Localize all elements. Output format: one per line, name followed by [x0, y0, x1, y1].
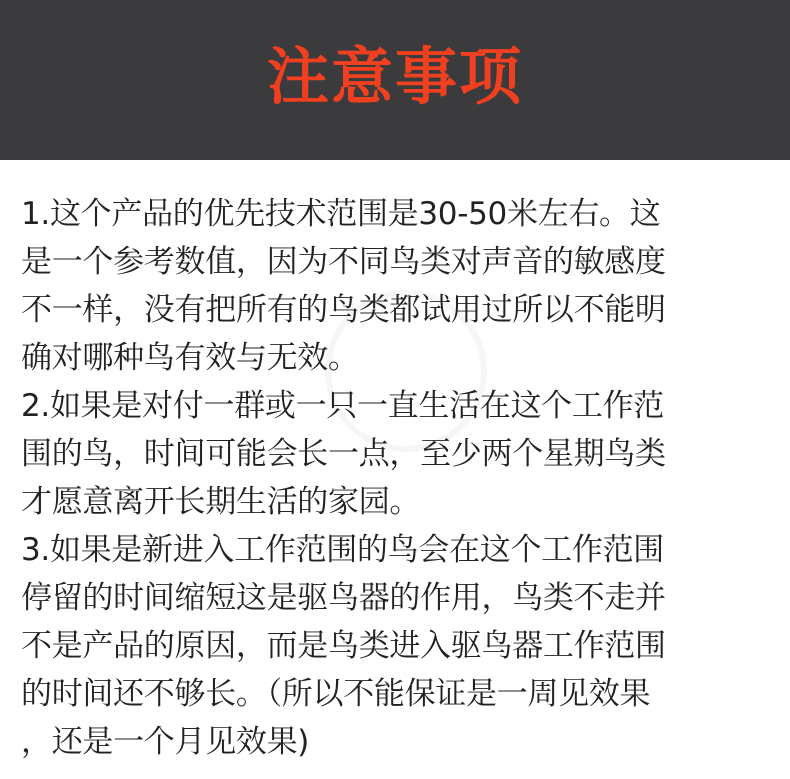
- note-line: 不是产品的原因，而是鸟类进入驱鸟器工作范围: [21, 628, 666, 664]
- note-line: 是一个参考数值，因为不同鸟类对声音的敏感度: [21, 244, 666, 280]
- note-line: 确对哪种鸟有效与无效。: [21, 340, 359, 376]
- note-line: 停留的时间缩短这是驱鸟器的作用，鸟类不走并: [21, 580, 666, 616]
- header-banner: [0, 0, 790, 160]
- note-line: 围的鸟，时间可能会长一点，至少两个星期鸟类: [21, 436, 666, 472]
- note-line: 才愿意离开长期生活的家园。: [21, 484, 421, 520]
- note-line: 不一样，没有把所有的鸟类都试用过所以不能明: [21, 292, 666, 328]
- page-title: 注意事项: [266, 40, 523, 113]
- notes-body: [21, 190, 773, 766]
- note-line: 1.这个产品的优先技术范围是30-50米左右。这: [21, 196, 661, 232]
- note-line: 3.如果是新进入工作范围的鸟会在这个工作范围: [21, 532, 664, 568]
- note-line: 的时间还不够长。（所以不能保证是一周见效果: [21, 676, 651, 712]
- note-line: 2.如果是对付一群或一只一直生活在这个工作范: [21, 388, 664, 424]
- note-line: ，还是一个月见效果): [21, 724, 310, 760]
